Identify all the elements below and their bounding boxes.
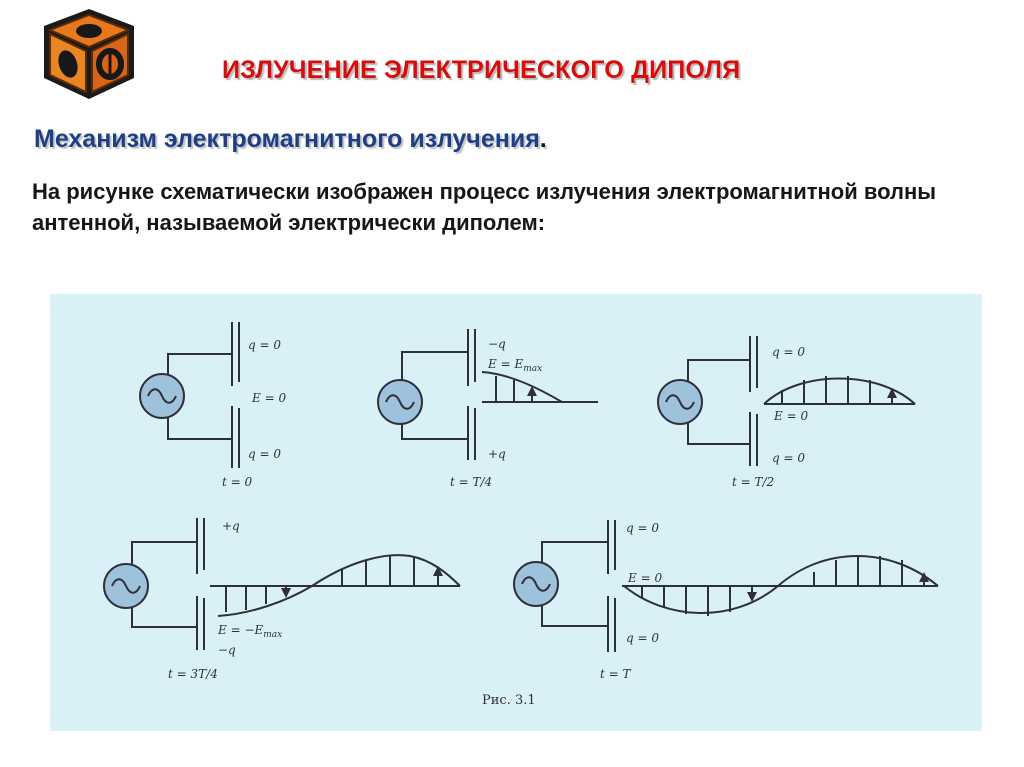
panel-t0 bbox=[140, 322, 239, 468]
subtitle-dot: . bbox=[539, 125, 547, 153]
panel-t-quarter-top-label: −q bbox=[488, 337, 506, 351]
panel-t-full bbox=[514, 520, 938, 652]
panel-t-full-middle-label: E = 0 bbox=[628, 571, 663, 585]
panel-t-three-quarter-middle-main: E = −E bbox=[218, 623, 264, 637]
panel-t-half-time: t = T/2 bbox=[732, 475, 775, 489]
panel-t0-bottom-label: q = 0 bbox=[248, 447, 281, 461]
body-text: На рисунке схематически изображен процесс излучения электромагнитной волны антенной, называемой электрически диполем: bbox=[32, 179, 937, 235]
panel-t-quarter-middle-sub: max bbox=[523, 364, 543, 374]
subtitle-text: Механизм электромагнитного излучения bbox=[34, 125, 540, 153]
panel-t-full-time: t = T bbox=[600, 667, 631, 681]
panel-t-three-quarter-time: t = 3T/4 bbox=[168, 667, 218, 681]
panel-t-three-quarter-middle-sub: max bbox=[263, 630, 283, 640]
slide-title: ИЗЛУЧЕНИЕ ЭЛЕКТРИЧЕСКОГО ДИПОЛЯ bbox=[222, 56, 741, 84]
dipole-radiation-diagram bbox=[50, 294, 982, 731]
panel-t0-time: t = 0 bbox=[222, 475, 253, 489]
panel-t-half-top-label: q = 0 bbox=[772, 345, 805, 359]
cube-logo-icon bbox=[28, 6, 150, 102]
slide-subtitle bbox=[34, 125, 547, 154]
panel-t0-top-label: q = 0 bbox=[248, 338, 281, 352]
panel-t-half-middle-label: E = 0 bbox=[774, 409, 809, 423]
panel-t-full-top-label: q = 0 bbox=[626, 521, 659, 535]
panel-t-quarter-middle-label bbox=[487, 357, 542, 374]
panel-t-half-bottom-label: q = 0 bbox=[772, 451, 805, 465]
panel-t0-middle-label: E = 0 bbox=[252, 391, 287, 405]
panel-t-three-quarter-middle-label bbox=[217, 623, 282, 640]
panel-t-full-bottom-label: q = 0 bbox=[626, 631, 659, 645]
panel-t-three-quarter-top-label: +q bbox=[222, 519, 240, 533]
panel-t-quarter-middle-main: E = E bbox=[488, 357, 524, 371]
panel-t-three-quarter-bottom-label: −q bbox=[218, 643, 236, 657]
dipole-radiation-figure bbox=[50, 294, 982, 731]
figure-caption: Рис. 3.1 bbox=[482, 693, 536, 708]
panel-t-quarter-bottom-label: +q bbox=[488, 447, 506, 461]
panel-t-quarter-time: t = T/4 bbox=[450, 475, 493, 489]
